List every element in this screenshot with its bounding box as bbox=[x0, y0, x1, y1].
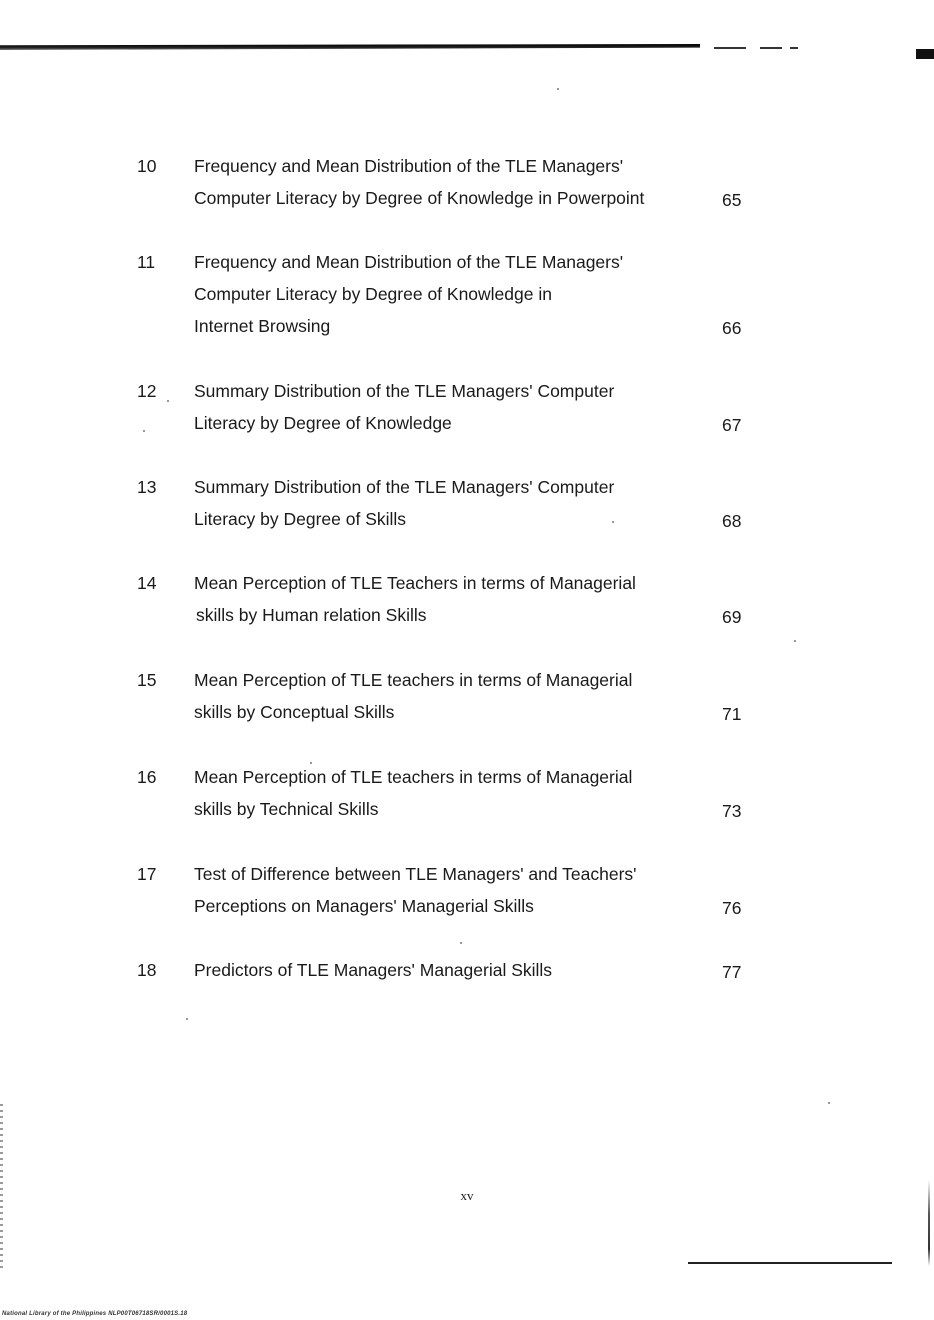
scan-speck bbox=[460, 942, 462, 944]
table-title-line: Literacy by Degree of Skills bbox=[194, 509, 407, 529]
table-number: 15 bbox=[137, 670, 157, 690]
table-title bbox=[194, 858, 694, 922]
table-title-line: skills by Conceptual Skills bbox=[194, 702, 395, 722]
page-reference: 66 bbox=[722, 318, 742, 338]
table-title-line: Predictors of TLE Managers' Managerial Skills bbox=[194, 960, 553, 980]
page-reference: 76 bbox=[722, 898, 742, 918]
table-number: 10 bbox=[137, 156, 157, 176]
table-title-line: Frequency and Mean Distribution of the TLE Managers' bbox=[194, 252, 624, 272]
table-number: 12 bbox=[137, 381, 157, 401]
table-title-line: Internet Browsing bbox=[194, 316, 331, 336]
table-title-line: Mean Perception of TLE teachers in terms of Managerial bbox=[194, 670, 633, 690]
top-rule-dash bbox=[790, 47, 798, 49]
table-number: 13 bbox=[137, 477, 157, 497]
table-title-line: Frequency and Mean Distribution of the TLE Managers' bbox=[194, 156, 624, 176]
table-number: 11 bbox=[137, 252, 156, 272]
page-reference: 71 bbox=[722, 704, 742, 724]
table-title-line: Perceptions on Managers' Managerial Skills bbox=[194, 896, 534, 916]
table-title bbox=[194, 471, 694, 535]
scan-speck bbox=[167, 400, 169, 402]
table-title bbox=[194, 954, 694, 986]
page-reference: 68 bbox=[722, 511, 742, 531]
table-title-line: Summary Distribution of the TLE Managers' Computer bbox=[194, 477, 615, 497]
table-title bbox=[194, 567, 694, 631]
table-title-line: Test of Difference between TLE Managers' and Teachers' bbox=[194, 864, 637, 884]
scan-corner-mark bbox=[916, 49, 934, 59]
scan-speck bbox=[186, 1018, 188, 1020]
table-title-line: skills by Human relation Skills bbox=[196, 605, 427, 625]
top-rule-dash bbox=[760, 47, 782, 49]
top-rule-dash bbox=[714, 47, 746, 49]
table-number: 17 bbox=[137, 864, 157, 884]
scan-speck bbox=[794, 640, 796, 642]
table-title-line: Literacy by Degree of Knowledge bbox=[194, 413, 452, 433]
table-number: 14 bbox=[137, 573, 157, 593]
table-title bbox=[194, 664, 694, 728]
page-reference: 65 bbox=[722, 190, 742, 210]
table-title bbox=[194, 150, 694, 214]
bottom-scan-rule bbox=[688, 1262, 892, 1264]
table-title-line: Mean Perception of TLE teachers in terms of Managerial bbox=[194, 767, 633, 787]
scan-speck bbox=[828, 1102, 830, 1104]
scan-speck bbox=[557, 88, 559, 90]
page-reference: 77 bbox=[722, 962, 742, 982]
table-title-line: skills by Technical Skills bbox=[194, 799, 379, 819]
table-number: 16 bbox=[137, 767, 157, 787]
table-number: 18 bbox=[137, 960, 157, 980]
table-title bbox=[194, 761, 694, 825]
top-scan-rule bbox=[0, 44, 700, 50]
table-title-line: Computer Literacy by Degree of Knowledge in Powerpoint bbox=[194, 188, 645, 208]
page-reference: 69 bbox=[722, 607, 742, 627]
page-number: xv bbox=[460, 1188, 474, 1203]
page-reference: 73 bbox=[722, 801, 742, 821]
page-reference: 67 bbox=[722, 415, 742, 435]
table-title-line: Computer Literacy by Degree of Knowledge in bbox=[194, 284, 552, 304]
library-scan-stamp: National Library of the Philippines NLP00T06718SR/0001S.18 bbox=[2, 1311, 188, 1317]
table-title bbox=[194, 246, 694, 342]
table-title-line: Mean Perception of TLE Teachers in terms of Managerial bbox=[194, 573, 636, 593]
scan-speck bbox=[143, 430, 145, 432]
left-scan-edge bbox=[0, 1100, 3, 1270]
table-title-line: Summary Distribution of the TLE Managers' Computer bbox=[194, 381, 615, 401]
table-title bbox=[194, 375, 694, 439]
